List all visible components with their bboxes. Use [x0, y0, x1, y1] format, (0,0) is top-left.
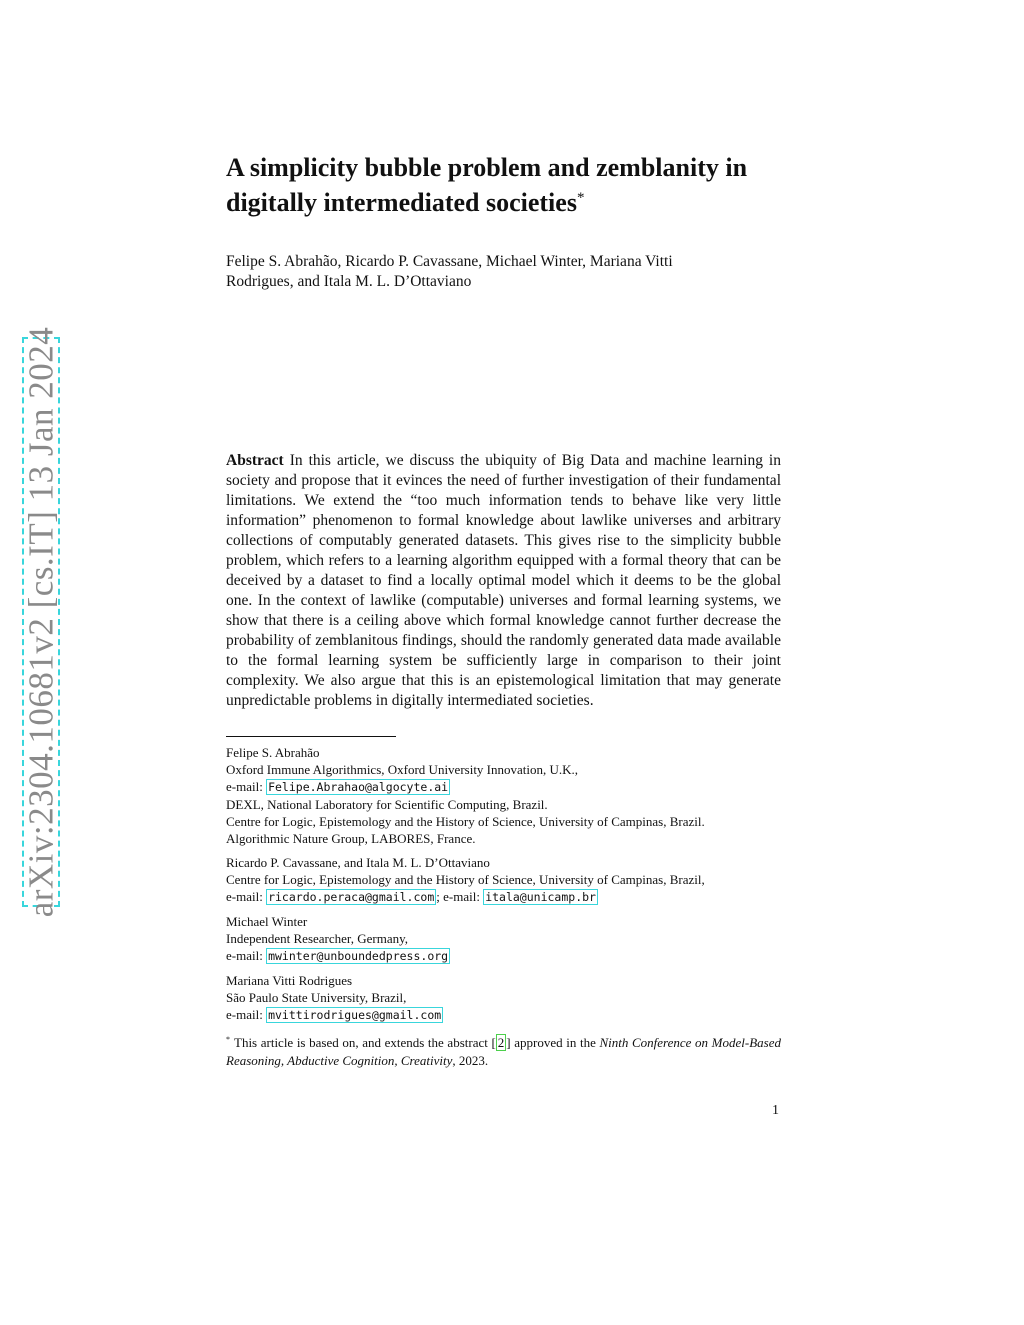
footnote-marker: *: [226, 1035, 230, 1044]
abstract-section: [226, 451, 781, 711]
affiliation-line: Algorithmic Nature Group, LABORES, France.: [226, 831, 476, 846]
email-link[interactable]: itala@unicamp.br: [485, 890, 596, 904]
affiliation-line: Centre for Logic, Epistemology and the History of Science, University of Campinas, Brazil,: [226, 872, 705, 887]
email-link[interactable]: mvittirodrigues@gmail.com: [268, 1008, 442, 1022]
affiliation-name: Ricardo P. Cavassane, and Itala M. L. D’Ottaviano: [226, 855, 490, 870]
author-line-1: Felipe S. Abrahão, Ricardo P. Cavassane, Michael Winter, Mariana Vitti: [226, 253, 673, 270]
affiliation-winter: [226, 913, 786, 965]
affiliation-line: DEXL, National Laboratory for Scientific Computing, Brazil.: [226, 797, 548, 812]
email-link[interactable]: Felipe.Abrahao@algocyte.ai: [268, 780, 449, 794]
affiliation-rodrigues: [226, 972, 786, 1024]
affiliation-line: Centre for Logic, Epistemology and the History of Science, University of Campinas, Brazil.: [226, 814, 705, 829]
affiliation-line: Oxford Immune Algorithmics, Oxford University Innovation, U.K.,: [226, 762, 579, 777]
footnote-text: This article is based on, and extends the abstract [: [234, 1035, 496, 1050]
affiliation-cavassane: [226, 854, 786, 906]
footnote-divider: [226, 736, 396, 737]
email-link[interactable]: mwinter@unboundedpress.org: [268, 949, 449, 963]
citation-link[interactable]: 2: [497, 1035, 505, 1050]
email-label: e-mail:: [226, 948, 267, 963]
page-number: 1: [772, 1103, 779, 1118]
author-list: [226, 252, 746, 292]
affiliation-abrahao: [226, 744, 786, 847]
email-label: ; e-mail:: [436, 889, 484, 904]
email-label: e-mail:: [226, 779, 267, 794]
email-label: e-mail:: [226, 889, 267, 904]
affiliation-email-line: [226, 1006, 786, 1024]
affiliation-line: Independent Researcher, Germany,: [226, 931, 408, 946]
abstract-text: In this article, we discuss the ubiquity of Big Data and machine learning in society and propose that it evinces the need of further investigation of their fundamental limitations. We extend the “too much information tends to behave like very little information” phenomenon to formal knowledge about lawlike universes and arbitrary collections of computably generated datasets. This gives rise to the simplicity bubble problem, which refers to a learning algorithm equipped with a formal theory that can be deceived by a dataset to find a locally optimal model which it deems to be the global one. In the context of lawlike (computable) universes and formal learning systems, we show that there is a ceiling above which formal knowledge cannot further decrease the probability of zemblanitous findings, should the randomly generated data made available to the formal learning system be sufficiently large in comparison to their joint complexity. We also argue that this is an epistemological limitation that may generate unpredictable problems in digitally intermediated societies.: [226, 452, 781, 709]
affiliation-name: Felipe S. Abrahão: [226, 745, 320, 760]
affiliation-email-line: [226, 888, 786, 906]
affiliation-email-line: [226, 778, 786, 796]
affiliation-email-line: [226, 947, 786, 965]
arxiv-identifier-text: arXiv:2304.10681v2 [cs.IT] 13 Jan 2024: [21, 326, 61, 918]
footnote-venue: Ninth Conference on Model-Based Reasoning, Abductive Cognition, Creativity: [226, 1035, 781, 1068]
footnote-text: ] approved in the: [506, 1035, 600, 1050]
affiliation-name: Mariana Vitti Rodrigues: [226, 973, 353, 988]
affiliation-name: Michael Winter: [226, 914, 308, 929]
affiliations-section: [226, 744, 786, 1031]
arxiv-identifier-stamp[interactable]: [21, 326, 61, 918]
email-label: e-mail:: [226, 1007, 267, 1022]
title-footnote-marker[interactable]: *: [576, 190, 585, 206]
paper-title-text: A simplicity bubble problem and zemblanity in digitally intermediated societies: [226, 153, 748, 217]
footnote-text: , 2023.: [452, 1053, 489, 1068]
paper-title: [226, 152, 796, 218]
affiliation-line: São Paulo State University, Brazil,: [226, 990, 407, 1005]
author-line-2: Rodrigues, and Itala M. L. D’Ottaviano: [226, 273, 472, 290]
email-link[interactable]: ricardo.peraca@gmail.com: [268, 890, 435, 904]
abstract-label: Abstract: [226, 452, 284, 469]
title-footnote: [226, 1031, 781, 1070]
